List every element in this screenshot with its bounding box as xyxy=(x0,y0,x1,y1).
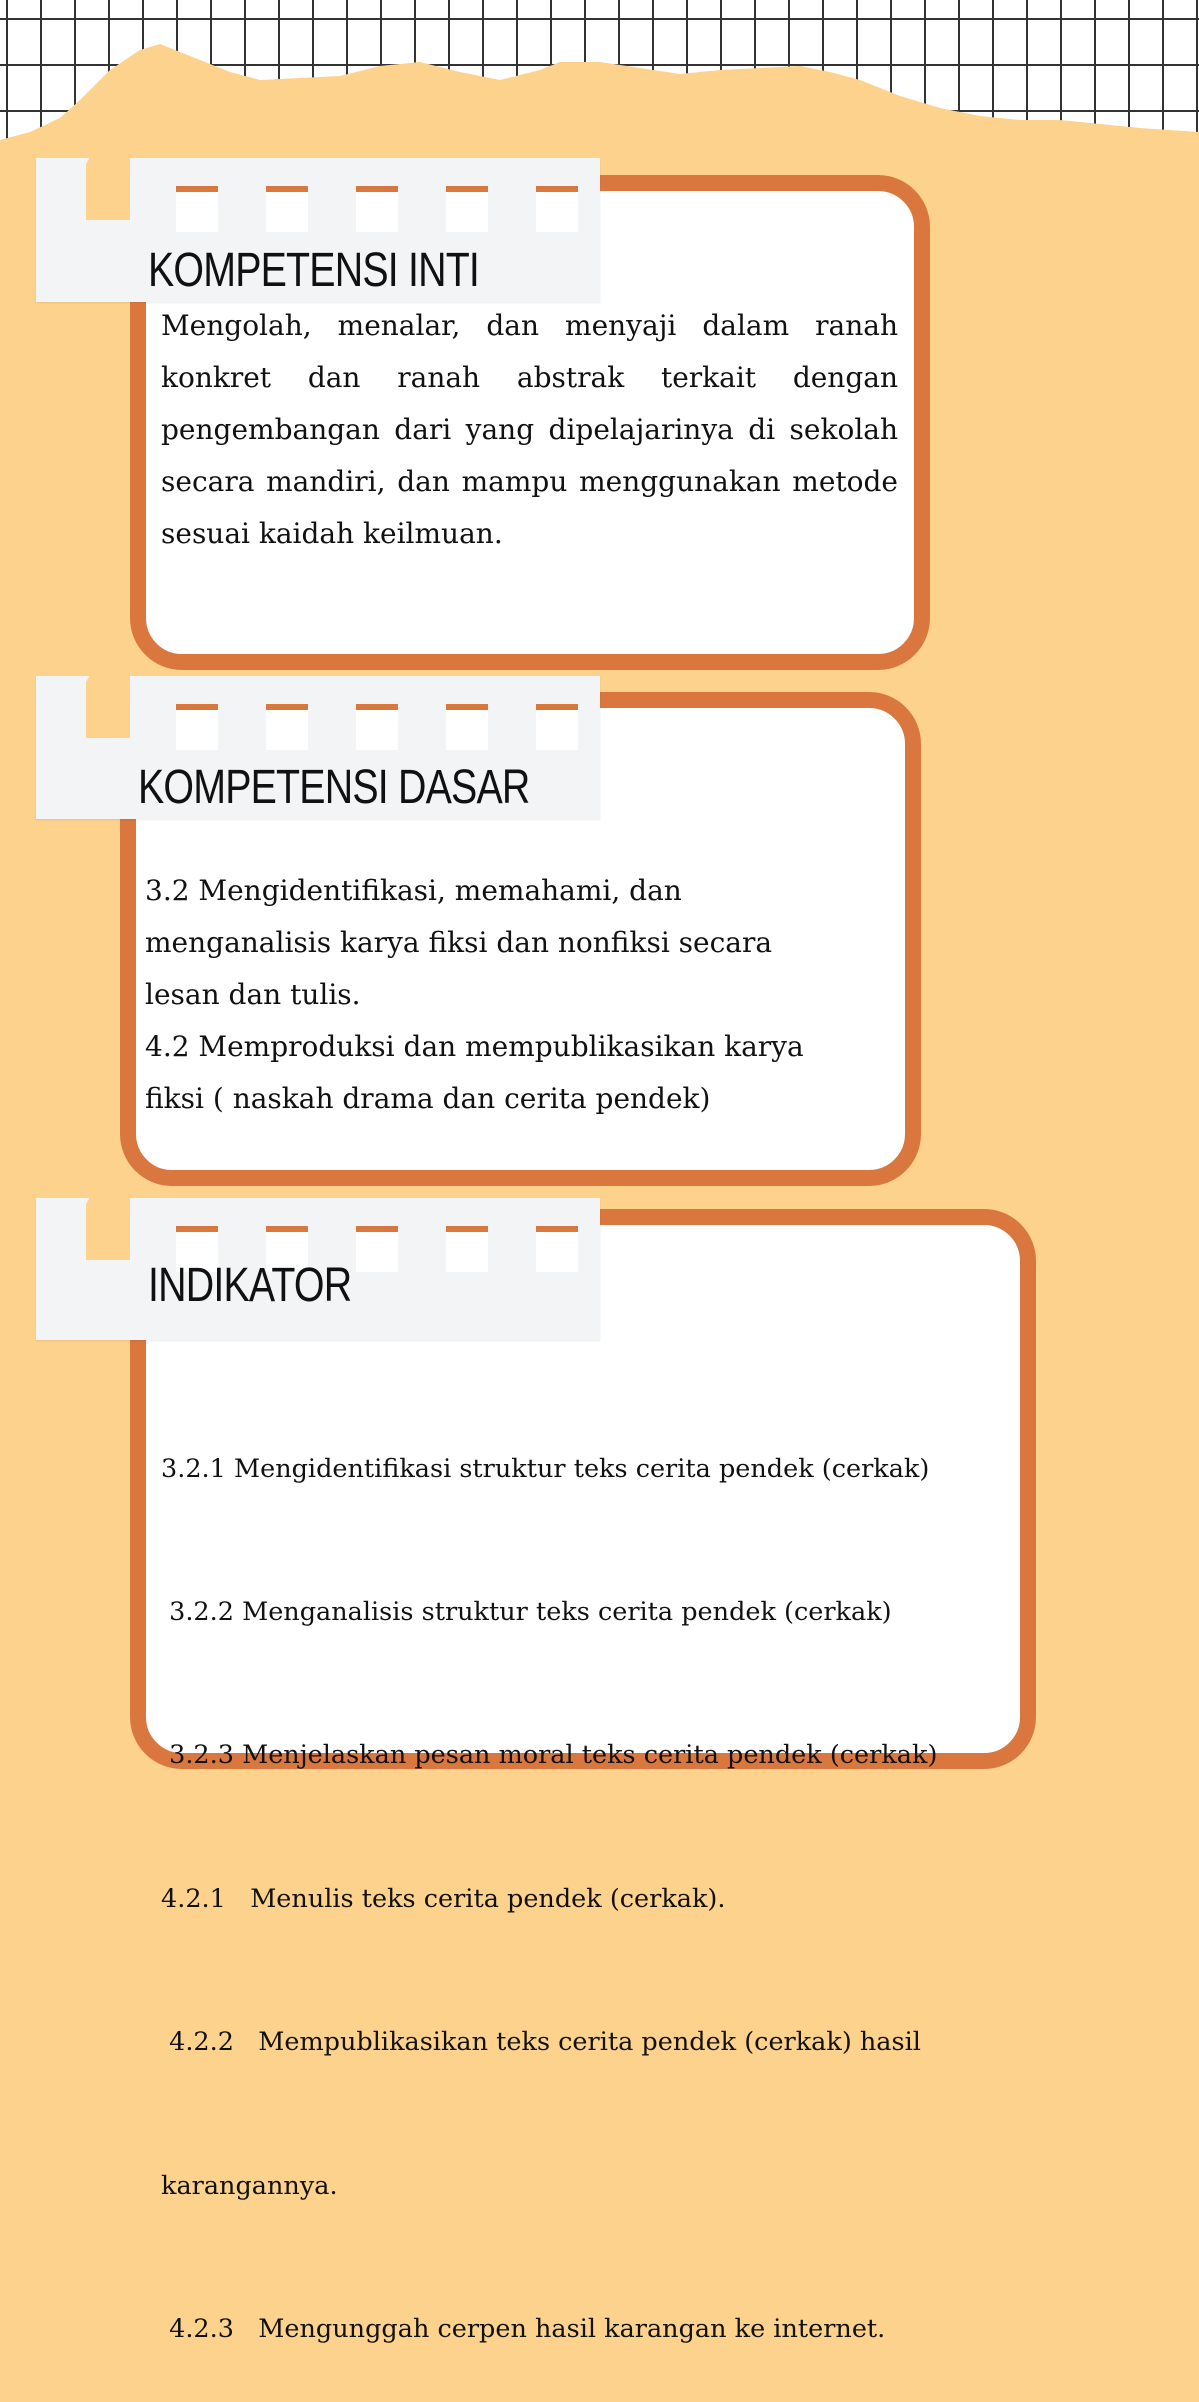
indikator-item: karangannya. xyxy=(161,2170,338,2201)
indikator-title: INDIKATOR xyxy=(148,1259,352,1312)
indikator-item: 3.2.3 Menjelaskan pesan moral teks cerita pendek (cerkak) xyxy=(161,1740,938,1771)
indikator-item: 3.2.2 Menganalisis struktur teks cerita pendek (cerkak) xyxy=(161,1596,892,1627)
indikator-item: 4.2.2 Mempublikasikan teks cerita pendek (cerkak) hasil xyxy=(161,2027,921,2058)
kd-line: 3.2 Mengidentifikasi, memahami, dan xyxy=(145,874,682,907)
indikator-list xyxy=(161,1350,1021,2402)
kd-line: fiksi ( naskah drama dan cerita pendek) xyxy=(145,1082,711,1115)
kompetensi-dasar-text xyxy=(145,865,885,1125)
indikator-item: 4.2.3 Mengunggah cerpen hasil karangan ke internet. xyxy=(161,2313,886,2344)
kompetensi-inti-paragraph: Mengolah, menalar, dan menyaji dalam ranah konkret dan ranah abstrak terkait dengan pengembangan dari yang dipelajarinya di sekolah secara mandiri, dan mampu menggunakan metode sesuai kaidah keilmuan. xyxy=(161,309,898,550)
indikator-item: 4.2.1 Menulis teks cerita pendek (cerkak). xyxy=(161,1883,726,1914)
kompetensi-inti-text xyxy=(161,300,898,560)
indikator-item: 3.2.1 Mengidentifikasi struktur teks cerita pendek (cerkak) xyxy=(161,1453,930,1484)
kd-line: 4.2 Memproduksi dan mempublikasikan karya xyxy=(145,1030,804,1063)
kompetensi-inti-title: KOMPETENSI INTI xyxy=(148,244,480,297)
kd-line: menganalisis karya fiksi dan nonfiksi secara xyxy=(145,926,773,959)
kompetensi-dasar-title: KOMPETENSI DASAR xyxy=(138,761,530,814)
kd-line: lesan dan tulis. xyxy=(145,978,361,1011)
